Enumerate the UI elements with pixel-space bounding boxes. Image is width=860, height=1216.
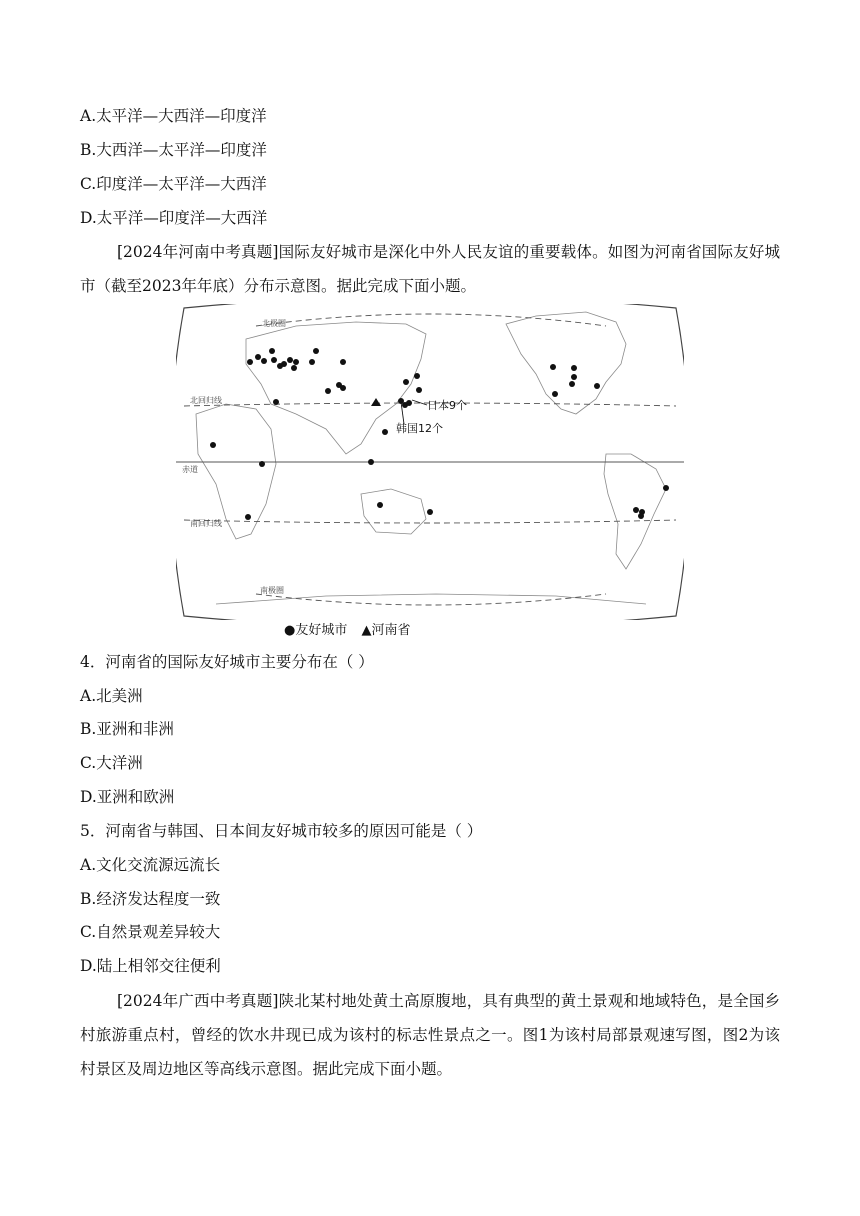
- friendly-city-dot: [261, 358, 267, 364]
- q5-option-a: A.文化交流源远流长: [80, 856, 221, 874]
- friendly-city-dot: [552, 391, 558, 397]
- friendly-city-dot: [569, 381, 575, 387]
- friendly-city-dot: [247, 359, 253, 365]
- q3-option-c: C.印度洋—太平洋—大西洋: [80, 175, 267, 193]
- label-tropic-of-capricorn: 南回归线: [190, 519, 222, 528]
- context-shaanxi-paragraph: [2024年广西中考真题]陕北某村地处黄土高原腹地，具有典型的黄土景观和地域特色，是全国乡村旅游重点村，曾经的饮水井现已成为该村的标志性景点之一。图1为该村局部景观速写图，图2为该村景区及周边地区等高线示意图。据此完成下面小题。: [80, 992, 780, 1078]
- friendly-city-dot: [638, 513, 644, 519]
- map-legend: [284, 622, 420, 640]
- q3-option-b: B.大西洋—太平洋—印度洋: [80, 141, 267, 159]
- friendly-city-dot: [271, 357, 277, 363]
- friendly-city-dot: [309, 359, 315, 365]
- q4-option-a: A.北美洲: [80, 687, 143, 705]
- friendly-city-dot: [406, 400, 412, 406]
- friendly-city-dot: [325, 388, 331, 394]
- label-tropic-of-cancer: 北回归线: [190, 396, 222, 405]
- q5-option-d: D.陆上相邻交往便利: [80, 957, 221, 975]
- friendly-city-dot: [259, 461, 265, 467]
- friendly-city-dot: [663, 485, 669, 491]
- korea-count-label: 韩国12个: [396, 422, 443, 435]
- friendly-city-dot: [340, 359, 346, 365]
- friendly-city-dot: [594, 383, 600, 389]
- friendly-city-dot: [245, 514, 251, 520]
- q4-option-c: C.大洋洲: [80, 754, 143, 772]
- context-henan-paragraph: [2024年河南中考真题]国际友好城市是深化中外人民友谊的重要载体。如图为河南省国际友好城市（截至2023年年底）分布示意图。据此完成下面小题。: [80, 243, 780, 295]
- q5-option-c: C.自然景观差异较大: [80, 923, 221, 941]
- friendly-city-dot: [291, 365, 297, 371]
- q4-stem: 4．河南省的国际友好城市主要分布在（ ）: [80, 653, 374, 671]
- world-map-figure: [176, 304, 684, 620]
- friendly-city-dot: [340, 385, 346, 391]
- friendly-city-dot: [416, 387, 422, 393]
- friendly-city-dot: [269, 348, 275, 354]
- q5-stem: 5．河南省与韩国、日本间友好城市较多的原因可能是（ ）: [80, 822, 483, 840]
- friendly-city-dot: [273, 399, 279, 405]
- friendly-city-dot: [414, 373, 420, 379]
- friendly-city-dot: [427, 509, 433, 515]
- label-equator: 赤道: [182, 465, 198, 474]
- friendly-city-dot: [293, 359, 299, 365]
- friendly-city-dot: [313, 348, 319, 354]
- japan-count-label: 日本9个: [427, 399, 467, 412]
- label-antarctic-circle: 南极圈: [260, 586, 284, 595]
- friendly-city-dot: [377, 502, 383, 508]
- friendly-city-dot: [382, 429, 388, 435]
- friendly-city-dot: [550, 364, 556, 370]
- legend-henan-province: ▲河南省: [361, 623, 411, 638]
- q4-option-b: B.亚洲和非洲: [80, 720, 174, 738]
- friendly-city-dot: [255, 354, 261, 360]
- friendly-city-dot: [633, 507, 639, 513]
- friendly-city-dot: [287, 357, 293, 363]
- q4-option-d: D.亚洲和欧洲: [80, 788, 175, 806]
- friendly-city-dot: [571, 374, 577, 380]
- q5-option-b: B.经济发达程度一致: [80, 890, 221, 908]
- friendly-city-dot: [210, 442, 216, 448]
- friendly-city-dot: [281, 361, 287, 367]
- q3-option-a: A.太平洋—大西洋—印度洋: [80, 107, 267, 125]
- friendly-city-dot: [368, 459, 374, 465]
- friendly-city-dot: [403, 379, 409, 385]
- q3-option-d: D.太平洋—印度洋—大西洋: [80, 209, 268, 227]
- label-arctic-circle: 北极圈: [262, 319, 286, 328]
- legend-friendly-city: ●友好城市: [284, 623, 348, 638]
- friendly-city-dot: [571, 365, 577, 371]
